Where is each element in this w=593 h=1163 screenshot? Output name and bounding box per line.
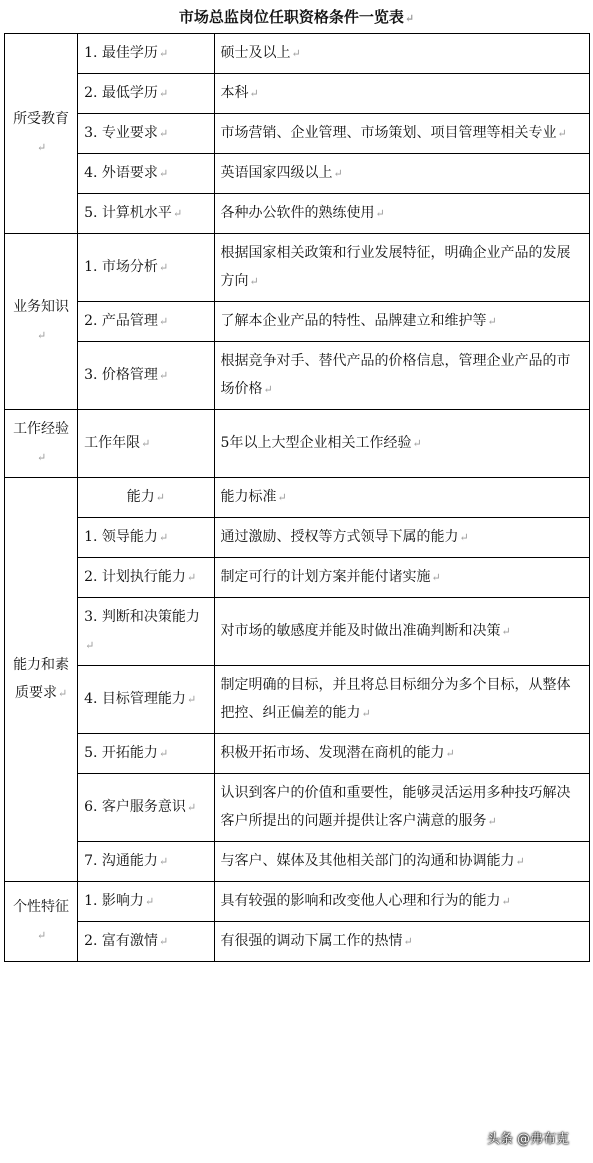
table-row	[5, 410, 590, 478]
item-cell: 3. 专业要求↵	[78, 114, 214, 154]
item-cell: 4. 外语要求↵	[78, 154, 214, 194]
table-row	[5, 666, 590, 734]
document-title	[0, 2, 593, 32]
category-cell-ability: 能力和素质要求↵	[5, 478, 78, 882]
desc-cell: 对市场的敏感度并能及时做出准确判断和决策↵	[214, 598, 589, 666]
desc-cell: 制定明确的目标，并且将总目标细分为多个目标，从整体把控、纠正偏差的能力↵	[214, 666, 589, 734]
table-row	[5, 882, 590, 922]
desc-cell: 本科↵	[214, 74, 589, 114]
desc-cell: 了解本企业产品的特性、品牌建立和维护等↵	[214, 302, 589, 342]
table-row	[5, 74, 590, 114]
item-cell: 6. 客户服务意识↵	[78, 774, 214, 842]
desc-cell: 积极开拓市场、发现潜在商机的能力↵	[214, 734, 589, 774]
item-cell: 1. 市场分析↵	[78, 234, 214, 302]
table-row	[5, 114, 590, 154]
item-cell: 2. 富有激情↵	[78, 922, 214, 962]
desc-cell: 英语国家四级以上↵	[214, 154, 589, 194]
desc-cell: 有很强的调动下属工作的热情↵	[214, 922, 589, 962]
item-cell: 5. 计算机水平↵	[78, 194, 214, 234]
category-cell-personality: 个性特征↵	[5, 882, 78, 962]
ability-header-cell: 能力↵	[78, 478, 214, 518]
desc-cell: 根据竞争对手、替代产品的价格信息，管理企业产品的市场价格↵	[214, 342, 589, 410]
item-cell: 7. 沟通能力↵	[78, 842, 214, 882]
category-cell-education: 所受教育↵	[5, 34, 78, 234]
qualification-table-body	[5, 34, 590, 962]
table-row	[5, 34, 590, 74]
table-row	[5, 478, 590, 518]
item-cell: 2. 产品管理↵	[78, 302, 214, 342]
qualification-table	[4, 33, 590, 962]
table-row	[5, 234, 590, 302]
desc-cell: 各种办公软件的熟练使用↵	[214, 194, 589, 234]
table-row	[5, 922, 590, 962]
item-cell: 2. 计划执行能力↵	[78, 558, 214, 598]
document-title-text: 市场总监岗位任职资格条件一览表	[178, 8, 404, 26]
item-cell: 1. 领导能力↵	[78, 518, 214, 558]
ability-standard-header-cell: 能力标准↵	[214, 478, 589, 518]
table-row	[5, 774, 590, 842]
item-cell: 3. 价格管理↵	[78, 342, 214, 410]
item-cell: 1. 最佳学历↵	[78, 34, 214, 74]
desc-cell: 通过激励、授权等方式领导下属的能力↵	[214, 518, 589, 558]
desc-cell: 根据国家相关政策和行业发展特征，明确企业产品的发展方向↵	[214, 234, 589, 302]
desc-cell: 市场营销、企业管理、市场策划、项目管理等相关专业↵	[214, 114, 589, 154]
desc-cell: 与客户、媒体及其他相关部门的沟通和协调能力↵	[214, 842, 589, 882]
item-cell: 2. 最低学历↵	[78, 74, 214, 114]
category-cell-work-experience: 工作经验↵	[5, 410, 78, 478]
desc-cell: 硕士及以上↵	[214, 34, 589, 74]
table-row	[5, 734, 590, 774]
table-row	[5, 194, 590, 234]
category-cell-business-knowledge: 业务知识↵	[5, 234, 78, 410]
table-row	[5, 842, 590, 882]
table-row	[5, 558, 590, 598]
table-row	[5, 598, 590, 666]
desc-cell: 认识到客户的价值和重要性，能够灵活运用多种技巧解决客户所提出的问题并提供让客户满意的服务↵	[214, 774, 589, 842]
table-row	[5, 154, 590, 194]
item-cell: 4. 目标管理能力↵	[78, 666, 214, 734]
paragraph-mark-icon: ↵	[404, 12, 415, 25]
desc-cell: 具有较强的影响和改变他人心理和行为的能力↵	[214, 882, 589, 922]
item-cell: 3. 判断和决策能力↵	[78, 598, 214, 666]
table-row	[5, 342, 590, 410]
item-cell: 5. 开拓能力↵	[78, 734, 214, 774]
watermark: 头条 @弗布克	[486, 1132, 569, 1147]
table-row	[5, 518, 590, 558]
table-row	[5, 302, 590, 342]
desc-cell: 5年以上大型企业相关工作经验↵	[214, 410, 589, 478]
item-cell: 工作年限↵	[78, 410, 214, 478]
desc-cell: 制定可行的计划方案并能付诸实施↵	[214, 558, 589, 598]
item-cell: 1. 影响力↵	[78, 882, 214, 922]
